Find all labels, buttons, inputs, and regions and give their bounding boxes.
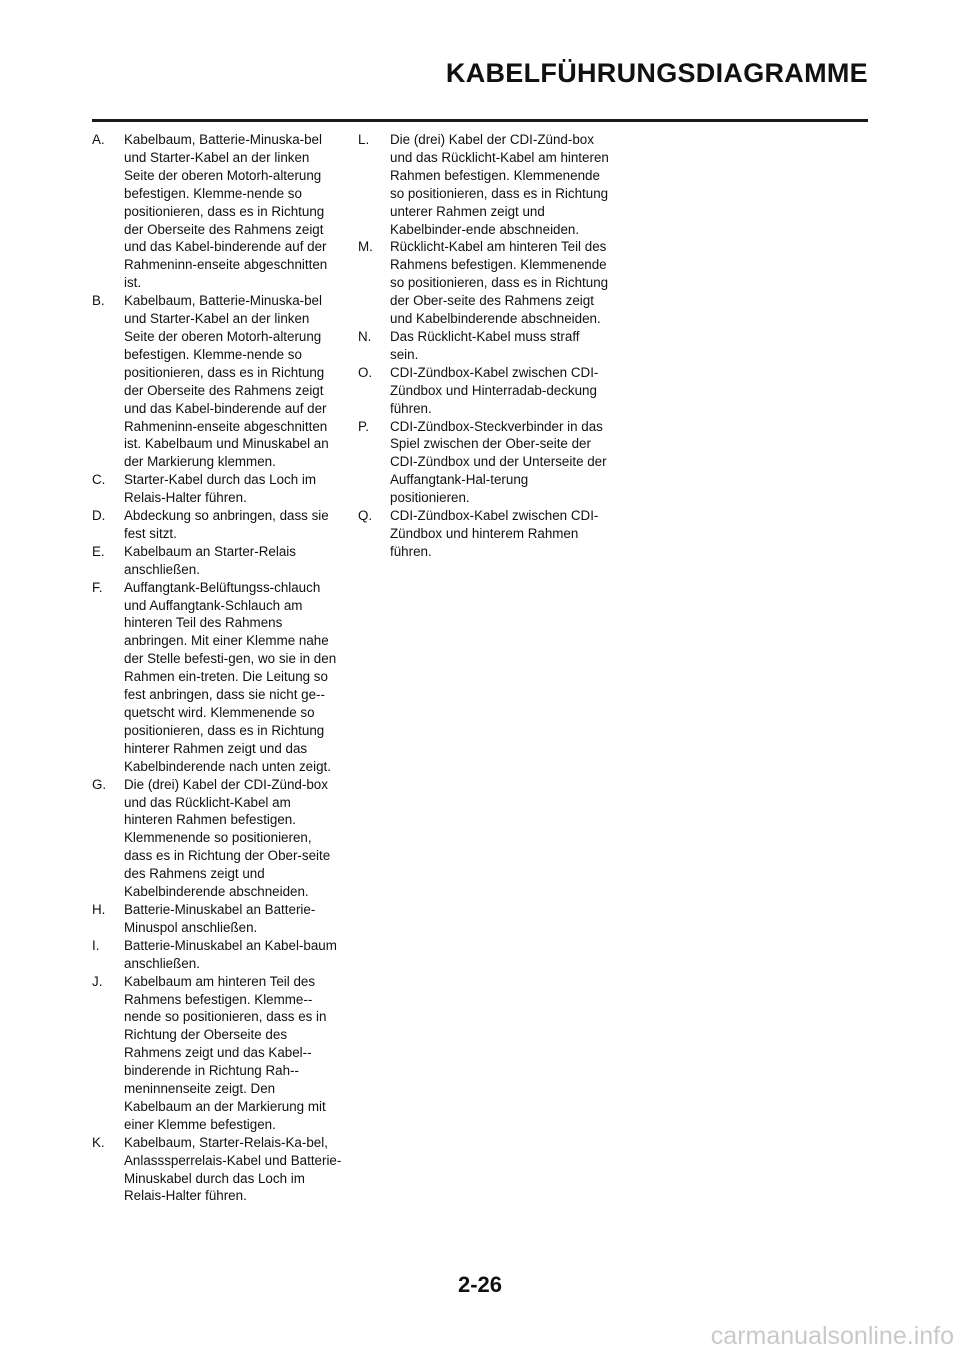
item-letter: C.: [92, 472, 106, 488]
list-item: [92, 507, 342, 543]
watermark: carmanualsonline.info: [710, 1322, 954, 1350]
list-item: [358, 328, 610, 364]
list-item: [92, 901, 342, 937]
item-text: Kabelbaum, Batterie-Minuska-bel und Starter-Kabel an der linken Seite der oberen Motorh-alterung befestigen. Klemme-nende so positionieren, dass es in Richtung der Oberseite des Rahmens zeigt und das Kabel-binderende auf der Rahmeninn-enseite abgeschnitten ist.: [124, 132, 328, 291]
header-divider: [92, 119, 868, 122]
list-item: [92, 292, 342, 471]
item-text: Batterie-Minuskabel an Batterie-Minuspol anschließen.: [124, 901, 316, 935]
item-letter: O.: [358, 364, 373, 380]
list-item: [92, 1134, 342, 1206]
item-letter: Q.: [358, 508, 373, 524]
item-text: Batterie-Minuskabel an Kabel-baum anschließen.: [124, 937, 337, 971]
item-letter: J.: [92, 973, 103, 989]
item-text: Kabelbaum an Starter-Relais anschließen.: [124, 543, 296, 577]
item-text: Die (drei) Kabel der CDI-Zünd-box und das Rücklicht-Kabel am hinteren Rahmen befestigen. Klemmenende so positionieren, dass es in Richtung der Ober-seite des Rahmens zeigt und Kabelbinderende abschneiden.: [124, 776, 331, 900]
item-text: Abdeckung so anbringen, dass sie fest sitzt.: [124, 508, 329, 541]
instruction-list-right: [358, 131, 610, 561]
item-letter: D.: [92, 508, 106, 524]
page-number: 2-26: [457, 1272, 503, 1297]
item-letter: K.: [92, 1134, 105, 1150]
item-letter: E.: [92, 543, 105, 559]
item-text: Rücklicht-Kabel am hinteren Teil des Rahmens befestigen. Klemmenende so positionieren, dass es in Richtung der Ober-seite des Rahmens zeigt und Kabelbinderende abschneiden.: [390, 239, 609, 327]
item-letter: B.: [92, 293, 105, 309]
list-item: [92, 579, 342, 776]
item-text: CDI-Zündbox-Kabel zwischen CDI-Zündbox und hinterem Rahmen führen.: [390, 508, 599, 559]
item-letter: M.: [358, 239, 373, 255]
list-item: [92, 937, 342, 973]
list-item: [92, 471, 342, 507]
item-text: Das Rücklicht-Kabel muss straff sein.: [390, 328, 580, 362]
list-item: [92, 131, 342, 292]
item-letter: I.: [92, 937, 100, 953]
list-item: [92, 776, 342, 901]
list-item: [358, 131, 610, 238]
list-item: [92, 973, 342, 1134]
item-letter: H.: [92, 901, 106, 917]
item-text: Auffangtank-Belüftungss-chlauch und Auffangtank-Schlauch am hinteren Teil des Rahmens anbringen. Mit einer Klemme nahe der Stelle befesti-gen, wo sie in den Rahmen ein-treten. Die Leitung so fest anbringen, dass sie nicht ge-quetscht wird. Klemmenende so positionieren, dass es in Richtung hinterer Rahmen zeigt und das Kabelbinderende nach unten zeigt.: [124, 579, 337, 774]
item-letter: A.: [92, 132, 105, 147]
item-text: Kabelbaum am hinteren Teil des Rahmens befestigen. Klemme-nende so positionieren, dass es in Richtung der Oberseite des Rahmens zeigt und das Kabel-binderende in Richtung Rah-meninnenseite zeigt. Den Kabelbaum an der Markierung mit einer Klemme befestigen.: [124, 973, 327, 1132]
item-text: Kabelbaum, Starter-Relais-Ka-bel, Anlasssperrelais-Kabel und Batterie-Minuskabel durch das Loch im Relais-Halter führen.: [124, 1134, 342, 1204]
list-item: [358, 507, 610, 561]
item-letter: L.: [358, 132, 370, 147]
item-text: CDI-Zündbox-Kabel zwischen CDI-Zündbox und Hinterradab-deckung führen.: [390, 364, 599, 416]
item-text: Starter-Kabel durch das Loch im Relais-Halter führen.: [124, 472, 317, 506]
item-letter: P.: [358, 418, 369, 434]
item-letter: F.: [92, 579, 103, 595]
list-item: [358, 418, 610, 508]
item-text: CDI-Zündbox-Steckverbinder in das Spiel zwischen der Ober-seite der CDI-Zündbox und der Unterseite der Auffangtank-Hal-terung positionieren.: [390, 418, 607, 506]
list-item: [358, 364, 610, 418]
page-title: KABELFÜHRUNGSDIAGRAMME: [445, 58, 868, 88]
list-item: [358, 238, 610, 328]
list-item: [92, 543, 342, 579]
item-letter: N.: [358, 328, 372, 344]
item-text: Kabelbaum, Batterie-Minuska-bel und Starter-Kabel an der linken Seite der oberen Motorh-alterung befestigen. Klemme-nende so positionieren, dass es in Richtung der Oberseite des Rahmens zeigt und das Kabel-binderende auf der Rahmeninn-enseite abgeschnitten ist. Kabelbaum und Minuskabel an der Markierung klemmen.: [124, 293, 329, 470]
item-letter: G.: [92, 776, 107, 792]
item-text: Die (drei) Kabel der CDI-Zünd-box und das Rücklicht-Kabel am hinteren Rahmen befestigen. Klemmenende so positionieren, dass es in Richtung unterer Rahmen zeigt und Kabelbinder-ende abschneiden.: [390, 132, 609, 237]
instruction-list-left: [92, 131, 342, 1205]
